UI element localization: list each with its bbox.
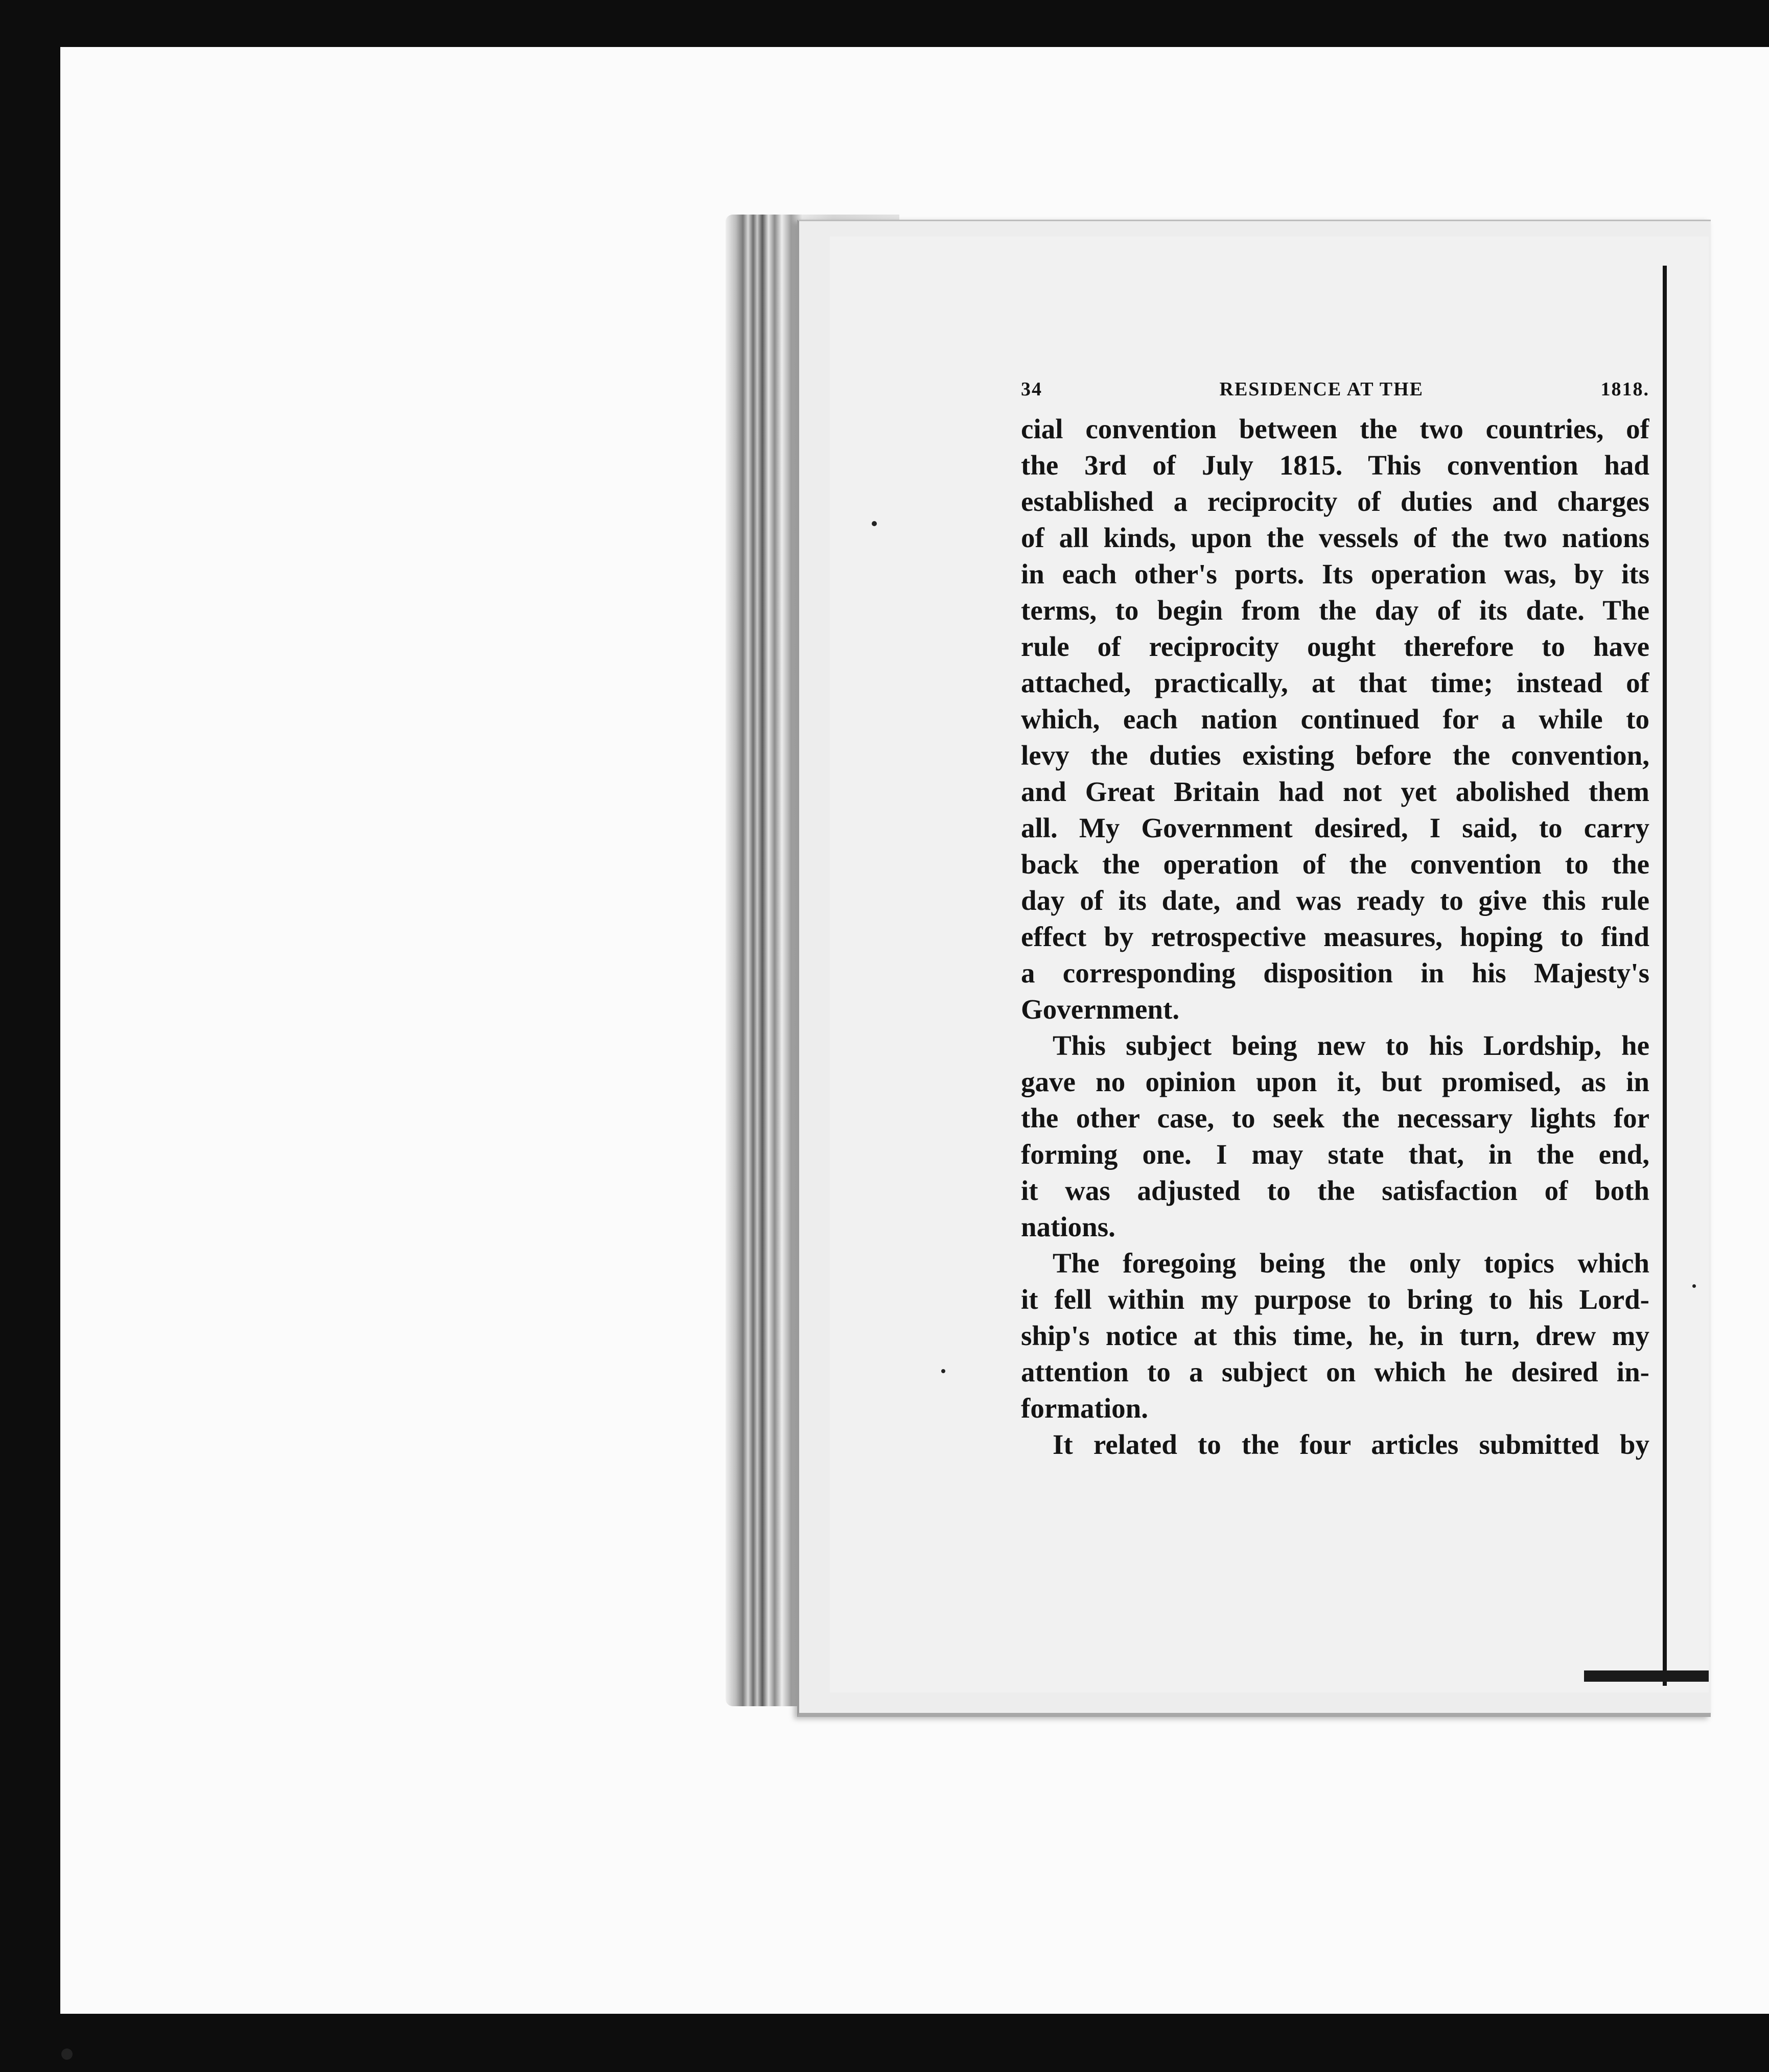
scan-speck bbox=[941, 1369, 945, 1373]
running-head bbox=[1021, 378, 1649, 411]
text-line: back the operation of the convention to the bbox=[1021, 849, 1649, 880]
text-line: the other case, to seek the necessary lights for bbox=[1021, 1102, 1649, 1134]
scan-speck bbox=[872, 521, 877, 526]
text-line: terms, to begin from the day of its date. The bbox=[1021, 595, 1649, 626]
text-line: effect by retrospective measures, hoping to find bbox=[1021, 921, 1649, 952]
text-line: formation. bbox=[1021, 1393, 1148, 1424]
text-line: established a reciprocity of duties and charges bbox=[1021, 486, 1649, 517]
scan-speck bbox=[61, 2049, 73, 2060]
text-line: cial convention between the two countries, of bbox=[1021, 413, 1649, 444]
page-text bbox=[1021, 378, 1649, 1463]
page-number: 34 bbox=[1021, 379, 1042, 400]
text-line: Government. bbox=[1021, 994, 1180, 1025]
text-line: a corresponding disposition in his Majesty's bbox=[1021, 957, 1649, 988]
text-line: in each other's ports. Its operation was, by its bbox=[1021, 558, 1649, 590]
text-line: attached, practically, at that time; instead of bbox=[1021, 667, 1649, 698]
running-year: 1818. bbox=[1600, 379, 1649, 400]
facing-page-bottom-edge bbox=[1584, 1670, 1709, 1682]
body-text bbox=[1021, 411, 1649, 1463]
scan-speck bbox=[1692, 1284, 1696, 1288]
text-line: It related to the four articles submitted by bbox=[1053, 1429, 1649, 1460]
text-line: nations. bbox=[1021, 1211, 1115, 1242]
facing-page-edge bbox=[1663, 266, 1667, 1686]
text-line: attention to a subject on which he desired in- bbox=[1021, 1356, 1649, 1387]
text-line: all. My Government desired, I said, to carry bbox=[1021, 812, 1649, 843]
text-line: it was adjusted to the satisfaction of both bbox=[1021, 1175, 1649, 1206]
text-line: levy the duties existing before the convention, bbox=[1021, 740, 1649, 771]
running-title: RESIDENCE AT THE bbox=[1219, 379, 1424, 400]
text-line: The foregoing being the only topics which bbox=[1053, 1247, 1649, 1279]
text-line: of all kinds, upon the vessels of the two nations bbox=[1021, 522, 1649, 553]
text-line: gave no opinion upon it, but promised, as in bbox=[1021, 1066, 1649, 1097]
text-line: This subject being new to his Lordship, he bbox=[1053, 1030, 1649, 1061]
text-line: the 3rd of July 1815. This convention had bbox=[1021, 450, 1649, 481]
text-line: ship's notice at this time, he, in turn, drew my bbox=[1021, 1320, 1649, 1351]
text-line: and Great Britain had not yet abolished them bbox=[1021, 776, 1649, 807]
text-line: day of its date, and was ready to give this rule bbox=[1021, 885, 1649, 916]
frame-top-mark bbox=[1504, 0, 1517, 47]
text-line: which, each nation continued for a while to bbox=[1021, 703, 1649, 735]
text-line: forming one. I may state that, in the end, bbox=[1021, 1139, 1649, 1170]
text-line: it fell within my purpose to bring to his Lord- bbox=[1021, 1284, 1649, 1315]
text-line: rule of reciprocity ought therefore to have bbox=[1021, 631, 1649, 662]
